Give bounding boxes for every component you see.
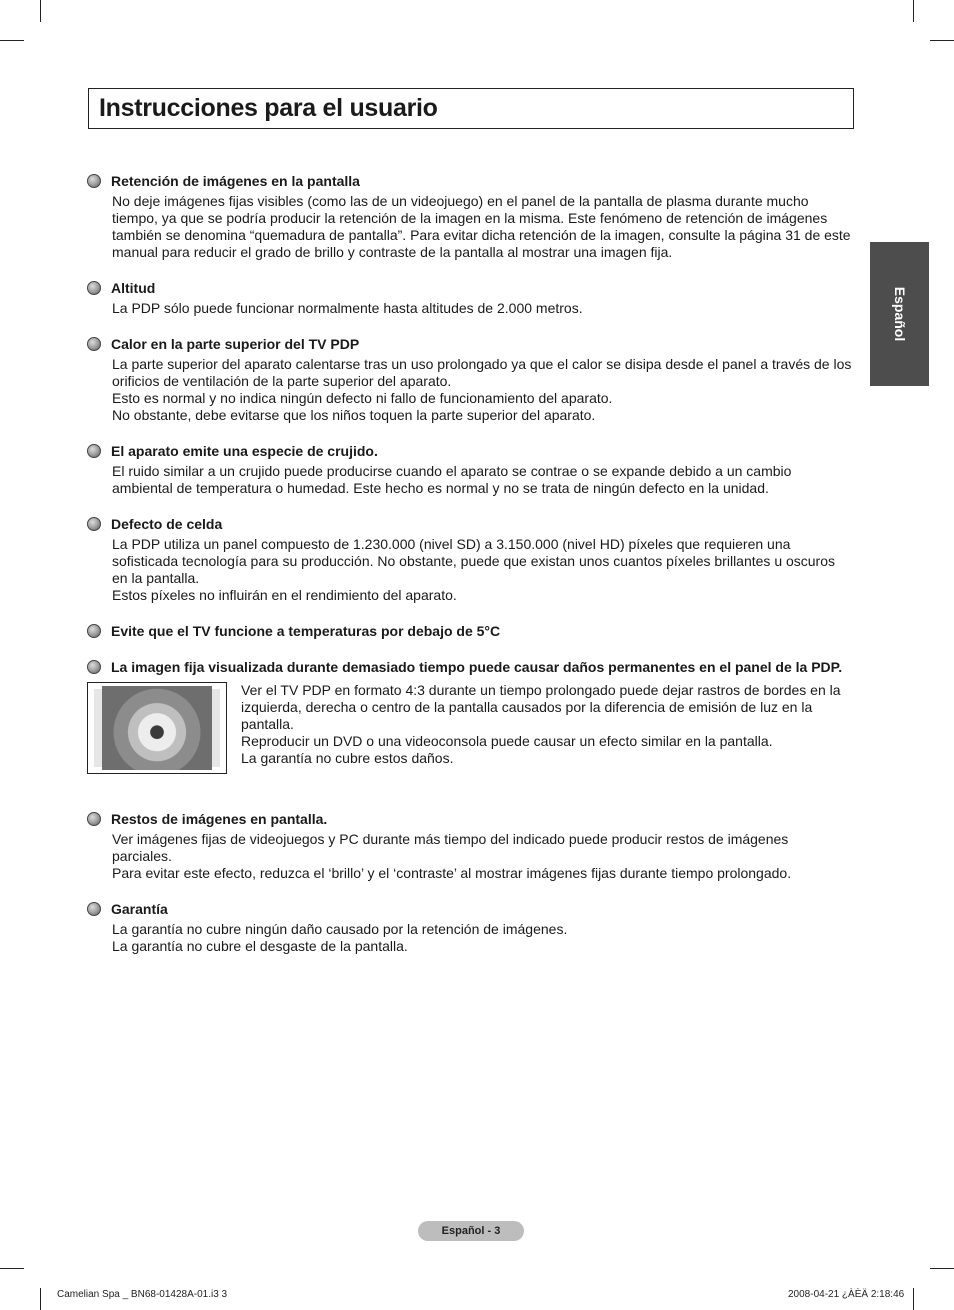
section-heading: Retención de imágenes en la pantalla (111, 173, 360, 189)
section-altitude (87, 279, 852, 317)
crop-mark (0, 1268, 24, 1269)
section-text: La PDP sólo puede funcionar normalmente hasta altitudes de 2.000 metros. (112, 300, 583, 316)
round-bullet-icon (87, 812, 101, 826)
crop-mark (40, 1288, 41, 1310)
section-text: Esto es normal y no indica ningún defecto ni fallo de funcionamiento del aparato. (112, 390, 613, 406)
section-heading: Defecto de celda (111, 516, 223, 532)
section-text: Ver imágenes fijas de videojuegos y PC durante más tiempo del indicado puede producir restos de imágenes parciales. (112, 831, 789, 864)
section-text: La garantía no cubre el desgaste de la pantalla. (112, 938, 408, 954)
section-heading: Evite que el TV funcione a temperaturas por debajo de 5°C (111, 623, 501, 639)
footer-timestamp: 2008-04-21 ¿ÀÈÄ 2:18:46 (788, 1289, 905, 1300)
section-image-remnants (87, 810, 852, 882)
section-heading: Garantía (111, 901, 168, 917)
round-bullet-icon (87, 624, 101, 638)
crop-mark (930, 1268, 954, 1269)
page-title: Instrucciones para el usuario (99, 94, 438, 122)
crop-mark (913, 0, 914, 22)
round-bullet-icon (87, 281, 101, 295)
section-text: No obstante, debe evitarse que los niños toquen la parte superior del aparato. (112, 407, 596, 423)
section-text: Estos píxeles no influirán en el rendimiento del aparato. (112, 587, 457, 603)
round-bullet-icon (87, 517, 101, 531)
section-text: La garantía no cubre ningún daño causado por la retención de imágenes. (112, 921, 568, 937)
section-image-retention (87, 172, 852, 261)
footer-file-info: Camelian Spa _ BN68-01428A-01.i3 3 (57, 1289, 228, 1300)
content (87, 172, 852, 973)
crop-mark (930, 40, 954, 41)
section-text: Ver el TV PDP en formato 4:3 durante un tiempo prolongado puede dejar rastros de bordes en la izquierda, derecha o centro de la pantalla causados por la diferencia de emisión de luz en la pantalla. (241, 682, 841, 732)
crop-mark (0, 40, 24, 41)
section-heat (87, 335, 852, 424)
page-number: Español - 3 (418, 1221, 524, 1241)
crop-mark (40, 0, 41, 22)
crop-mark (913, 1288, 914, 1310)
section-heading: El aparato emite una especie de crujido. (111, 443, 378, 459)
section-text: Para evitar este efecto, reduzca el ‘brillo’ y el ‘contraste’ al mostrar imágenes fijas durante tiempo prolongado. (112, 865, 792, 881)
section-text: El ruido similar a un crujido puede producirse cuando el aparato se contrae o se expande debido a un cambio ambiental de temperatura o humedad. Este hecho es normal y no se trata de ningún defecto en la unidad. (112, 463, 792, 496)
side-tab-label: Español (891, 286, 908, 342)
section-text: La PDP utiliza un panel compuesto de 1.230.000 (nivel SD) a 3.150.000 (nivel HD) píxeles que requieren una sofisticada tecnología para su producción. No obstante, puede que existan unos cuantos píxeles brillantes u oscuros en la pantalla. (112, 536, 836, 586)
section-text: No deje imágenes fijas visibles (como las de un videojuego) en el panel de la pantalla de plasma durante mucho tiempo, ya que se podría producir la retención de la imagen en la misma. Este fenómeno de retención de imágenes también se denomina “quemadura de pantalla”. Para evitar dicha retención de la imagen, consulte la página 31 de este manual para reducir el grado de brillo y contraste de la pantalla al mostrar una imagen fija. (112, 193, 851, 260)
section-cell-defect (87, 515, 852, 604)
section-heading: Altitud (111, 280, 156, 296)
section-heading: La imagen fija visualizada durante demasiado tiempo puede causar daños permanentes en el panel de la PDP. (111, 659, 843, 675)
section-cracking (87, 442, 852, 497)
section-warranty (87, 900, 852, 955)
title-box (88, 88, 854, 129)
round-bullet-icon (87, 444, 101, 458)
round-bullet-icon (87, 902, 101, 916)
round-bullet-icon (87, 660, 101, 674)
round-bullet-icon (87, 337, 101, 351)
round-bullet-icon (87, 174, 101, 188)
section-heading: Calor en la parte superior del TV PDP (111, 336, 360, 352)
section-still-image (87, 658, 852, 774)
section-temperature (87, 622, 852, 640)
language-side-tab (870, 242, 929, 386)
section-text: Reproducir un DVD o una videoconsola puede causar un efecto similar en la pantalla. (241, 733, 773, 749)
section-heading: Restos de imágenes en pantalla. (111, 811, 328, 827)
tv-sunflower-illustration (87, 682, 227, 774)
section-text: La garantía no cubre estos daños. (241, 750, 454, 766)
section-text: La parte superior del aparato calentarse tras un uso prolongado ya que el calor se disipa desde el panel a través de los orificios de ventilación de la parte superior del aparato. (112, 356, 852, 389)
